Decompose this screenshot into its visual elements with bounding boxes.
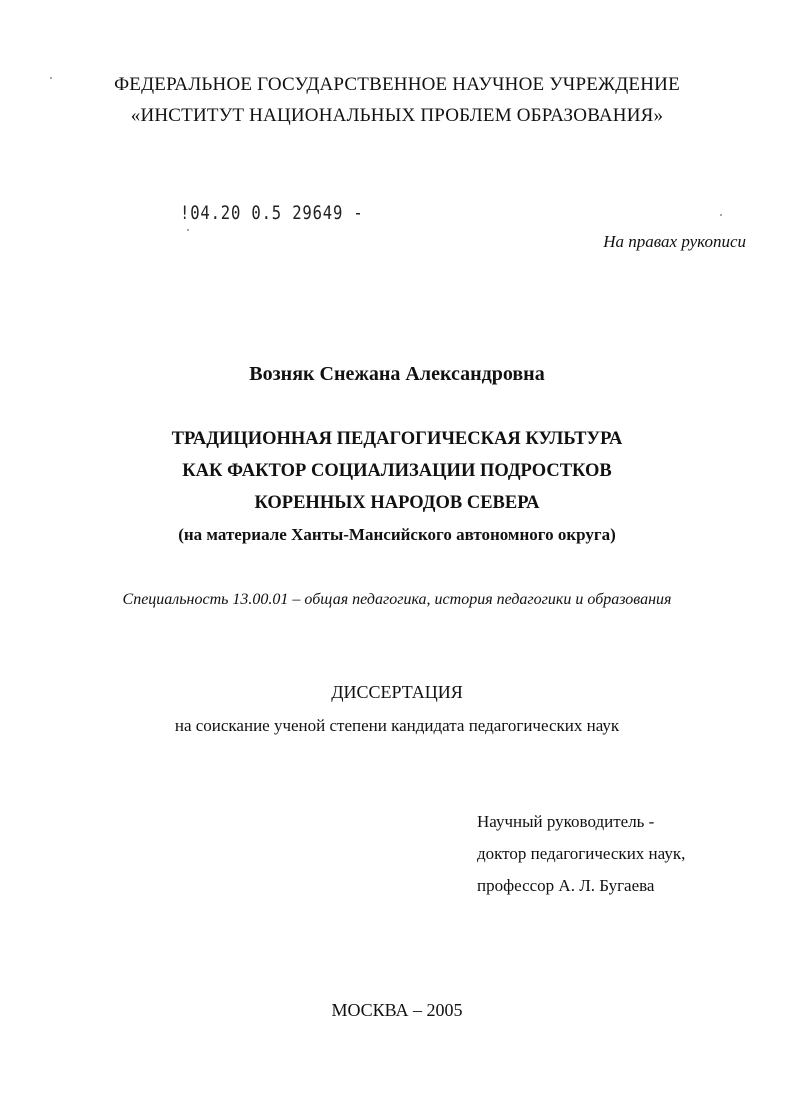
title-line-3: КОРЕННЫХ НАРОДОВ СЕВЕРА — [254, 493, 540, 513]
supervisor-degree: доктор педагогических наук, — [477, 844, 686, 863]
specialty-line: Специальность 13.00.01 – общая педагогика, история педагогики и образования — [122, 591, 672, 608]
title-line-2: КАК ФАКТОР СОЦИАЛИЗАЦИИ ПОДРОСТКОВ — [182, 461, 612, 481]
organization-line-2: «ИНСТИТУТ НАЦИОНАЛЬНЫХ ПРОБЛЕМ ОБРАЗОВАНИЯ» — [130, 105, 664, 126]
scan-speck — [720, 214, 722, 216]
author-name: Возняк Снежана Александровна — [249, 363, 545, 385]
scan-speck — [50, 77, 52, 79]
city-year: МОСКВА – 2005 — [331, 1000, 463, 1020]
rights-note: На правах рукописи — [603, 232, 746, 251]
title-line-1: ТРАДИЦИОННАЯ ПЕДАГОГИЧЕСКАЯ КУЛЬТУРА — [171, 429, 623, 449]
title-subtitle: (на материале Ханты-Мансийского автономного округа) — [178, 525, 616, 544]
document-type: ДИССЕРТАЦИЯ — [331, 682, 463, 702]
scan-speck — [187, 229, 189, 231]
supervisor-title: Научный руководитель - — [477, 812, 655, 831]
organization-line-1: ФЕДЕРАЛЬНОЕ ГОСУДАРСТВЕННОЕ НАУЧНОЕ УЧРЕЖДЕНИЕ — [114, 74, 680, 95]
registration-number-stamp: !04.20 0.5 29649 - — [180, 202, 364, 224]
degree-line: на соискание ученой степени кандидата педагогических наук — [174, 716, 620, 735]
supervisor-name: профессор А. Л. Бугаева — [477, 876, 655, 895]
